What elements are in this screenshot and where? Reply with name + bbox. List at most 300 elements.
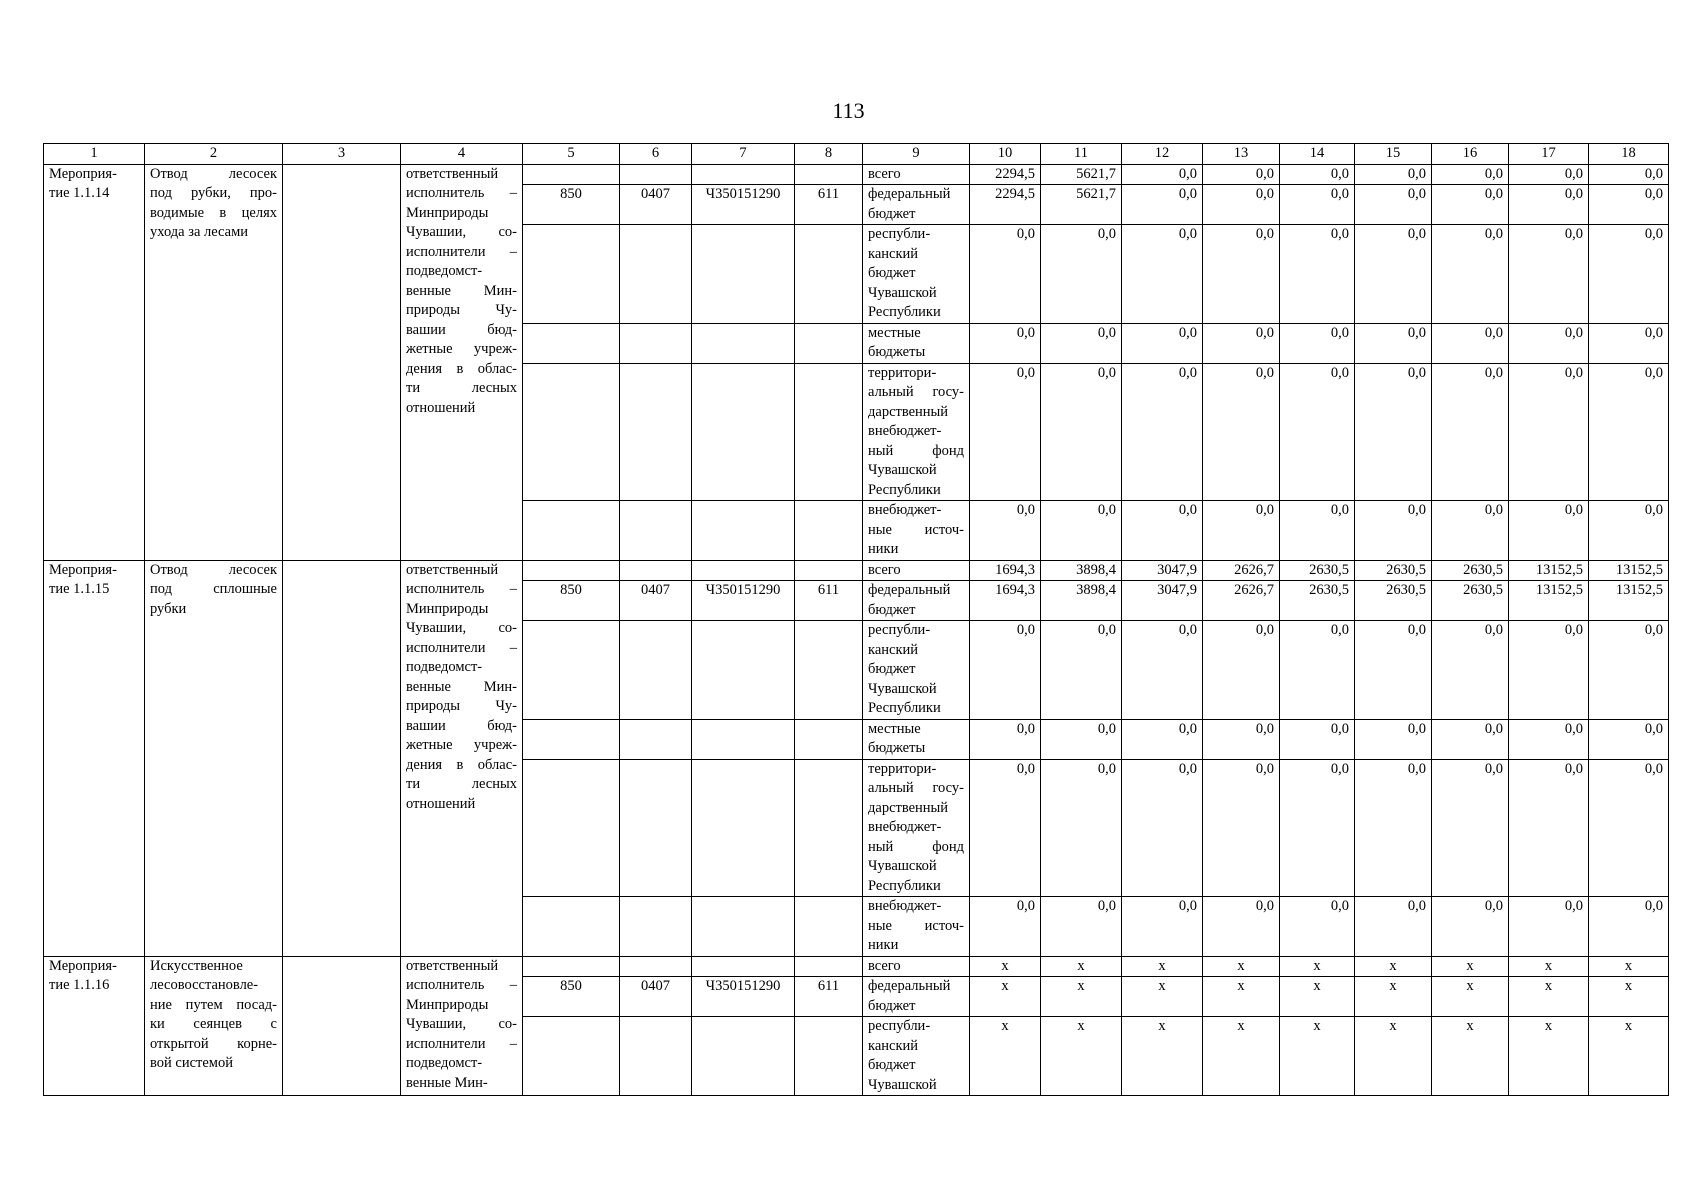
value-cell: 0,0 (1041, 719, 1122, 759)
value-cell: 0,0 (970, 897, 1041, 957)
value-cell: 0,0 (1432, 363, 1509, 501)
cell-line: ные источ- (868, 917, 964, 934)
cell-line: вашии бюд- (406, 717, 517, 734)
cell-line: всего (868, 165, 901, 182)
value-cell: 0,0 (1122, 621, 1203, 720)
value-cell: 0,0 (1509, 185, 1589, 225)
code-cell-c5: 850 (523, 185, 620, 225)
executor-cell (401, 956, 523, 1096)
cell-line: федеральный (868, 186, 951, 202)
code-cell-c8 (795, 323, 863, 363)
column-header: 14 (1280, 144, 1355, 165)
cell-line: бюджет (868, 265, 916, 281)
cell-line: подведомст- (406, 1055, 483, 1071)
column-header: 18 (1589, 144, 1669, 165)
column-header: 5 (523, 144, 620, 165)
cell-line: ки сеянцев с (150, 1016, 277, 1032)
cell-line: исполнитель – (406, 977, 517, 993)
value-cell: 0,0 (970, 759, 1041, 897)
cell-line: Минприроды (406, 996, 489, 1013)
value-cell: 0,0 (1122, 225, 1203, 324)
value-cell: 0,0 (1589, 185, 1669, 225)
value-cell: x (970, 977, 1041, 1017)
value-cell: x (1432, 956, 1509, 977)
cell-line: исполнитель – (406, 581, 517, 597)
value-cell: 0,0 (1509, 621, 1589, 720)
value-cell: 3047,9 (1122, 581, 1203, 621)
value-cell: 2294,5 (970, 164, 1041, 185)
column-header: 10 (970, 144, 1041, 165)
value-cell: 0,0 (1432, 164, 1509, 185)
value-cell: 13152,5 (1509, 581, 1589, 621)
value-cell: 0,0 (1122, 719, 1203, 759)
cell-line: тие 1.1.14 (49, 185, 110, 201)
column-header: 8 (795, 144, 863, 165)
cell-line: подведомст- (406, 263, 483, 279)
column-header: 12 (1122, 144, 1203, 165)
code-cell-c6 (620, 621, 692, 720)
code-cell-c8 (795, 759, 863, 897)
code-cell-c8 (795, 164, 863, 185)
code-cell-c8 (795, 621, 863, 720)
cell-line: под рубки, про- (150, 185, 277, 201)
cell-line: исполнители – (406, 639, 517, 656)
value-cell: 0,0 (1432, 501, 1509, 561)
code-cell-c8 (795, 560, 863, 581)
value-cell: 3047,9 (1122, 560, 1203, 581)
cell-line: ние путем посад- (150, 996, 277, 1013)
code-cell-c5 (523, 1017, 620, 1096)
value-cell: 0,0 (1355, 323, 1432, 363)
value-cell: 0,0 (970, 363, 1041, 501)
funding-source-cell (863, 323, 970, 363)
cell-line: федеральный (868, 978, 951, 994)
value-cell: 2630,5 (1355, 560, 1432, 581)
value-cell: x (1203, 1017, 1280, 1096)
code-cell-c5 (523, 719, 620, 759)
code-cell-c8 (795, 897, 863, 957)
value-cell: 0,0 (1432, 897, 1509, 957)
code-cell-c5 (523, 621, 620, 720)
cell-line: канский (868, 245, 919, 262)
value-cell: x (1589, 956, 1669, 977)
value-cell: 0,0 (1041, 225, 1122, 324)
value-cell: 0,0 (1203, 897, 1280, 957)
column-header: 13 (1203, 144, 1280, 165)
cell-line: отношений (406, 795, 476, 812)
value-cell: x (1589, 977, 1669, 1017)
value-cell: x (1355, 956, 1432, 977)
value-cell: 0,0 (1509, 501, 1589, 561)
value-cell: x (1041, 1017, 1122, 1096)
code-cell-c7 (692, 897, 795, 957)
value-cell: 0,0 (1432, 719, 1509, 759)
cell-line: канский (868, 641, 919, 658)
cell-line: венные Мин- (406, 678, 517, 695)
code-cell-c5 (523, 560, 620, 581)
value-cell: x (1203, 977, 1280, 1017)
value-cell: 0,0 (970, 501, 1041, 561)
value-cell: 2630,5 (1432, 560, 1509, 581)
value-cell: 0,0 (1280, 719, 1355, 759)
value-cell: 0,0 (970, 323, 1041, 363)
code-cell-c5: 850 (523, 977, 620, 1017)
value-cell: x (970, 956, 1041, 977)
value-cell: 0,0 (1509, 719, 1589, 759)
funding-source-cell (863, 1017, 970, 1096)
code-cell-c6: 0407 (620, 581, 692, 621)
funding-source-cell (863, 621, 970, 720)
code-cell-c6: 0407 (620, 185, 692, 225)
code-cell-c7 (692, 719, 795, 759)
cell-line: дения в облас- (406, 360, 517, 377)
code-cell-c7 (692, 323, 795, 363)
cell-line: бюджет (868, 1057, 916, 1073)
value-cell: 0,0 (1041, 897, 1122, 957)
code-cell-c7 (692, 759, 795, 897)
column-header: 4 (401, 144, 523, 165)
cell-line: рубки (150, 600, 187, 617)
value-cell: 2626,7 (1203, 581, 1280, 621)
column-header: 17 (1509, 144, 1589, 165)
code-cell-c5 (523, 897, 620, 957)
value-cell: x (1280, 956, 1355, 977)
value-cell: 0,0 (1280, 185, 1355, 225)
funding-source-cell (863, 897, 970, 957)
cell-line: ти лесных (406, 776, 517, 792)
value-cell: 0,0 (1122, 185, 1203, 225)
cell-line: Чувашской (868, 1076, 937, 1093)
code-cell-c7: Ч350151290 (692, 581, 795, 621)
value-cell: 0,0 (1355, 164, 1432, 185)
value-cell: x (1432, 1017, 1509, 1096)
funding-source-cell (863, 164, 970, 185)
value-cell: 13152,5 (1509, 560, 1589, 581)
cell-line: республи- (868, 226, 931, 242)
cell-line: жетные учреж- (406, 737, 517, 753)
value-cell: 5621,7 (1041, 164, 1122, 185)
cell-line: Чувашии, со- (406, 224, 517, 240)
cell-line: Мероприя- (49, 561, 117, 578)
code-cell-c7 (692, 956, 795, 977)
executor-cell (401, 164, 523, 560)
cell-line: всего (868, 561, 901, 578)
value-cell: 0,0 (1355, 185, 1432, 225)
cell-line: всего (868, 957, 901, 974)
cell-line: бюджеты (868, 344, 926, 360)
cell-line: Чувашской (868, 462, 937, 478)
cell-line: венные Мин- (406, 1074, 488, 1091)
code-cell-c5 (523, 956, 620, 977)
value-cell: 0,0 (1041, 621, 1122, 720)
value-cell: x (1280, 1017, 1355, 1096)
value-cell: 0,0 (1589, 164, 1669, 185)
value-cell: 2630,5 (1432, 581, 1509, 621)
value-cell: 0,0 (1122, 759, 1203, 897)
value-cell: x (1122, 956, 1203, 977)
cell-line: бюджет (868, 601, 916, 618)
cell-line: территори- (868, 760, 937, 777)
cell-line: водимые в целях (150, 204, 277, 221)
value-cell: 0,0 (1122, 897, 1203, 957)
code-cell-c6: 0407 (620, 977, 692, 1017)
cell-line: бюджет (868, 205, 916, 222)
funding-source-cell (863, 501, 970, 561)
cell-line: Республики (868, 700, 941, 716)
cell-line: дения в облас- (406, 756, 517, 773)
cell-line: Республики (868, 481, 941, 498)
cell-line: внебюджет- (868, 898, 942, 914)
cell-line: ный фонд (868, 442, 964, 459)
column-header: 3 (283, 144, 401, 165)
value-cell: 0,0 (1355, 501, 1432, 561)
code-cell-c6 (620, 501, 692, 561)
empty-col3-cell (283, 956, 401, 1096)
cell-line: отношений (406, 399, 476, 416)
value-cell: x (1355, 1017, 1432, 1096)
cell-line: лесовосстановле- (150, 977, 259, 993)
cell-line: исполнитель – (406, 185, 517, 201)
cell-line: дарственный (868, 403, 949, 420)
value-cell: 2630,5 (1280, 560, 1355, 581)
cell-line: ответственный (406, 561, 499, 578)
value-cell: 0,0 (1509, 759, 1589, 897)
cell-line: канский (868, 1037, 919, 1054)
page-number: 113 (832, 98, 865, 123)
cell-line: Чувашской (868, 680, 937, 697)
code-cell-c5 (523, 363, 620, 501)
column-header: 7 (692, 144, 795, 165)
value-cell: 0,0 (1589, 759, 1669, 897)
code-cell-c8: 611 (795, 581, 863, 621)
cell-line: ники (868, 541, 899, 557)
cell-line: под сплошные (150, 581, 277, 597)
value-cell: 13152,5 (1589, 581, 1669, 621)
cell-line: Чувашии, со- (406, 1016, 517, 1032)
value-cell: 5621,7 (1041, 185, 1122, 225)
code-cell-c6 (620, 956, 692, 977)
value-cell: 2294,5 (970, 185, 1041, 225)
code-cell-c7 (692, 225, 795, 324)
cell-line: тие 1.1.16 (49, 977, 110, 993)
measure-id-cell (44, 956, 145, 1096)
measure-id-cell (44, 164, 145, 560)
cell-line: вой системой (150, 1055, 233, 1071)
value-cell: 0,0 (1203, 621, 1280, 720)
value-cell: x (1203, 956, 1280, 977)
measure-id-cell (44, 560, 145, 956)
funding-source-cell (863, 977, 970, 1017)
value-cell: 0,0 (1509, 225, 1589, 324)
value-cell: 0,0 (1280, 501, 1355, 561)
code-cell-c5 (523, 164, 620, 185)
measure-name-cell (145, 956, 283, 1096)
value-cell: x (1589, 1017, 1669, 1096)
value-cell: x (1041, 977, 1122, 1017)
value-cell: 0,0 (1355, 719, 1432, 759)
value-cell: 2630,5 (1280, 581, 1355, 621)
value-cell: 0,0 (1203, 323, 1280, 363)
code-cell-c5 (523, 759, 620, 897)
code-cell-c5 (523, 501, 620, 561)
funding-source-cell (863, 956, 970, 977)
cell-line: внебюджет- (868, 819, 942, 835)
empty-col3-cell (283, 164, 401, 560)
cell-line: дарственный (868, 799, 949, 816)
code-cell-c6 (620, 560, 692, 581)
cell-line: бюджет (868, 997, 916, 1014)
executor-cell (401, 560, 523, 956)
code-cell-c5: 850 (523, 581, 620, 621)
value-cell: 0,0 (1509, 323, 1589, 363)
table-row (44, 560, 1669, 581)
value-cell: 0,0 (1589, 621, 1669, 720)
cell-line: Чувашской (868, 284, 937, 301)
funding-source-cell (863, 185, 970, 225)
cell-line: исполнители – (406, 243, 517, 260)
value-cell: 2626,7 (1203, 560, 1280, 581)
code-cell-c7 (692, 501, 795, 561)
code-cell-c8 (795, 1017, 863, 1096)
code-cell-c6 (620, 225, 692, 324)
cell-line: Чувашской (868, 858, 937, 874)
value-cell: 0,0 (1280, 323, 1355, 363)
cell-line: республи- (868, 622, 931, 638)
value-cell: 0,0 (1041, 501, 1122, 561)
value-cell: 2630,5 (1355, 581, 1432, 621)
cell-line: бюджет (868, 661, 916, 677)
value-cell: x (1122, 1017, 1203, 1096)
value-cell: 0,0 (1203, 225, 1280, 324)
value-cell: 0,0 (1509, 164, 1589, 185)
value-cell: 0,0 (1280, 225, 1355, 324)
cell-line: Республики (868, 304, 941, 320)
value-cell: 0,0 (1122, 164, 1203, 185)
column-header: 15 (1355, 144, 1432, 165)
value-cell: 0,0 (970, 621, 1041, 720)
cell-line: ухода за лесами (150, 224, 249, 240)
value-cell: 0,0 (1280, 621, 1355, 720)
cell-line: вашии бюд- (406, 321, 517, 338)
code-cell-c8 (795, 363, 863, 501)
funding-source-cell (863, 759, 970, 897)
value-cell: 0,0 (1589, 719, 1669, 759)
cell-line: жетные учреж- (406, 341, 517, 357)
code-cell-c7: Ч350151290 (692, 185, 795, 225)
code-cell-c7: Ч350151290 (692, 977, 795, 1017)
cell-line: Отвод лесосек (150, 561, 277, 578)
code-cell-c6 (620, 363, 692, 501)
value-cell: 0,0 (1122, 501, 1203, 561)
value-cell: 0,0 (1432, 185, 1509, 225)
header-row (44, 144, 1669, 165)
code-cell-c6 (620, 759, 692, 897)
value-cell: 3898,4 (1041, 581, 1122, 621)
value-cell: 0,0 (1280, 164, 1355, 185)
cell-line: Искусственное (150, 957, 243, 974)
column-header: 9 (863, 144, 970, 165)
value-cell: 0,0 (1280, 759, 1355, 897)
code-cell-c7 (692, 363, 795, 501)
column-header: 16 (1432, 144, 1509, 165)
value-cell: 0,0 (1432, 225, 1509, 324)
code-cell-c6 (620, 719, 692, 759)
value-cell: 0,0 (1280, 363, 1355, 501)
cell-line: федеральный (868, 582, 951, 598)
value-cell: 0,0 (1203, 363, 1280, 501)
cell-line: Отвод лесосек (150, 165, 277, 182)
value-cell: 0,0 (1203, 501, 1280, 561)
value-cell: 0,0 (1432, 759, 1509, 897)
value-cell: 0,0 (1203, 719, 1280, 759)
value-cell: x (1355, 977, 1432, 1017)
value-cell: 1694,3 (970, 581, 1041, 621)
cell-line: местные (868, 720, 921, 737)
value-cell: 0,0 (970, 225, 1041, 324)
code-cell-c8: 611 (795, 977, 863, 1017)
cell-line: венные Мин- (406, 282, 517, 299)
cell-line: внебюджет- (868, 502, 942, 518)
code-cell-c5 (523, 225, 620, 324)
value-cell: x (1280, 977, 1355, 1017)
code-cell-c7 (692, 164, 795, 185)
cell-line: местные (868, 324, 921, 341)
cell-line: Мероприя- (49, 957, 117, 974)
code-cell-c6 (620, 1017, 692, 1096)
value-cell: x (970, 1017, 1041, 1096)
column-header: 6 (620, 144, 692, 165)
value-cell: 0,0 (1589, 363, 1669, 501)
funding-source-cell (863, 719, 970, 759)
value-cell: 0,0 (1355, 759, 1432, 897)
measure-name-cell (145, 164, 283, 560)
value-cell: 0,0 (1355, 225, 1432, 324)
cell-line: Чувашии, со- (406, 620, 517, 636)
funding-source-cell (863, 225, 970, 324)
funding-source-cell (863, 581, 970, 621)
code-cell-c6 (620, 164, 692, 185)
cell-line: ти лесных (406, 380, 517, 396)
cell-line: внебюджет- (868, 423, 942, 439)
budget-table (43, 143, 1669, 1096)
cell-line: Минприроды (406, 204, 489, 221)
funding-source-cell (863, 560, 970, 581)
code-cell-c8 (795, 956, 863, 977)
code-cell-c8 (795, 225, 863, 324)
cell-line: альный госу- (868, 780, 964, 796)
cell-line: природы Чу- (406, 698, 517, 714)
value-cell: 0,0 (1041, 323, 1122, 363)
code-cell-c6 (620, 323, 692, 363)
funding-source-cell (863, 363, 970, 501)
value-cell: x (1122, 977, 1203, 1017)
value-cell: x (1041, 956, 1122, 977)
value-cell: 0,0 (1122, 363, 1203, 501)
measure-name-cell (145, 560, 283, 956)
column-header: 2 (145, 144, 283, 165)
value-cell: 0,0 (1509, 897, 1589, 957)
code-cell-c6 (620, 897, 692, 957)
value-cell: 0,0 (1355, 897, 1432, 957)
table-row (44, 956, 1669, 977)
code-cell-c7 (692, 1017, 795, 1096)
cell-line: Мероприя- (49, 165, 117, 182)
cell-line: ники (868, 937, 899, 953)
cell-line: альный госу- (868, 384, 964, 400)
column-header: 1 (44, 144, 145, 165)
code-cell-c8: 611 (795, 185, 863, 225)
value-cell: 0,0 (1355, 363, 1432, 501)
